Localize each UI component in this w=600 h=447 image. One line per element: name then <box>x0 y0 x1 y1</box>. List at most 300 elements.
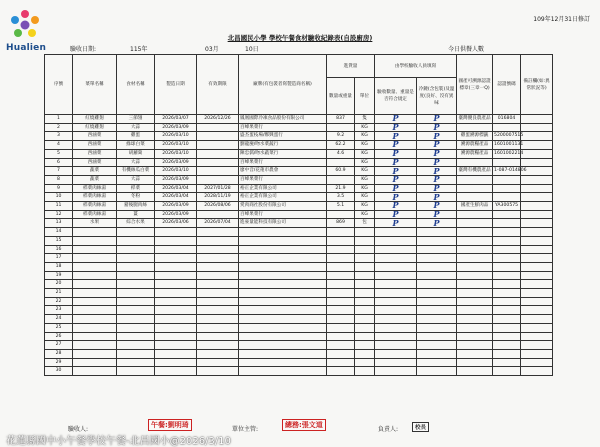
page-title: 北昌國民小學 學校午餐食材驗收紀錄表(自設廚房) <box>227 34 373 42</box>
cell-cert <box>457 367 493 376</box>
cell-mfg <box>155 297 197 306</box>
cell-c1: P <box>375 202 417 211</box>
cell-exp <box>197 289 239 298</box>
cell-exp <box>197 323 239 332</box>
cell-c2 <box>417 349 457 358</box>
cell-vendor <box>239 280 327 289</box>
cell-item: 大蒜 <box>117 158 155 167</box>
cell-unit <box>355 297 375 306</box>
cell-item <box>117 332 155 341</box>
cell-cert <box>457 289 493 298</box>
table-row <box>45 262 553 271</box>
cell-unit: KG <box>355 184 375 193</box>
cell-no: 8 <box>45 175 73 184</box>
cell-exp <box>197 358 239 367</box>
cell-unit <box>355 262 375 271</box>
cell-item <box>117 341 155 350</box>
cell-c1 <box>375 315 417 324</box>
cell-c1 <box>375 297 417 306</box>
cell-item: 桿菜 <box>117 184 155 193</box>
cell-qty <box>327 175 355 184</box>
date-year: 115年 <box>130 46 148 53</box>
cell-c2 <box>417 271 457 280</box>
cell-vendor <box>239 358 327 367</box>
cell-c1 <box>375 332 417 341</box>
cell-dish <box>73 358 117 367</box>
cell-c2 <box>417 245 457 254</box>
cell-certno <box>493 289 521 298</box>
cell-qty <box>327 158 355 167</box>
cell-certno <box>493 123 521 132</box>
cell-cert <box>457 315 493 324</box>
cell-certno <box>493 219 521 228</box>
cell-cert <box>457 228 493 237</box>
meal-count-label: 今日供餐人數 <box>448 46 485 53</box>
cell-mfg <box>155 306 197 315</box>
cell-unit: KG <box>355 132 375 141</box>
cell-item <box>117 280 155 289</box>
header-item: 食材名稱 <box>117 55 155 115</box>
cell-c1: P <box>375 219 417 228</box>
cell-remark <box>521 141 553 150</box>
table-row <box>45 315 553 324</box>
cell-mfg: 2026/03/06 <box>155 219 197 228</box>
acceptance-table <box>44 54 553 376</box>
cell-cert <box>457 306 493 315</box>
cell-c1: P <box>375 149 417 158</box>
logo-text: Hualien <box>6 43 47 53</box>
cell-item <box>117 228 155 237</box>
cell-mfg: 2026/03/10 <box>155 167 197 176</box>
cell-qty: 62.2 <box>327 141 355 150</box>
cell-c2 <box>417 323 457 332</box>
header-certno: 認證號碼 <box>493 55 521 115</box>
cell-mfg <box>155 341 197 350</box>
cell-qty <box>327 123 355 132</box>
cell-no: 5 <box>45 149 73 158</box>
cell-certno <box>493 280 521 289</box>
cell-vendor <box>239 236 327 245</box>
cell-no: 10 <box>45 193 73 202</box>
cell-vendor <box>239 245 327 254</box>
table-row <box>45 202 553 211</box>
cell-item <box>117 236 155 245</box>
cell-exp <box>197 236 239 245</box>
cell-remark <box>521 115 553 124</box>
cell-remark <box>521 132 553 141</box>
cell-c2: P <box>417 193 457 202</box>
cell-item <box>117 262 155 271</box>
cell-vendor: 盛杰蛋枝場/鄭興蛋行 <box>239 132 327 141</box>
cell-vendor: 裕正企業有限公司 <box>239 184 327 193</box>
cell-cert: 溯源農糧產品 <box>457 149 493 158</box>
cell-unit: KG <box>355 210 375 219</box>
cell-c1: P <box>375 115 417 124</box>
cell-unit <box>355 236 375 245</box>
supervisor-label: 單位主管: <box>232 426 259 433</box>
cell-no: 28 <box>45 349 73 358</box>
cell-unit: 隻 <box>355 115 375 124</box>
cell-exp: 2026/12/26 <box>197 115 239 124</box>
table-row <box>45 149 553 158</box>
cell-c1: P <box>375 123 417 132</box>
cell-c1 <box>375 341 417 350</box>
cell-remark <box>521 245 553 254</box>
cell-dish: 西滷菜 <box>73 132 117 141</box>
table-row <box>45 306 553 315</box>
cell-remark <box>521 202 553 211</box>
supervisor-stamp: 總務:張文道 <box>282 419 326 431</box>
cell-dish <box>73 228 117 237</box>
date-month: 03月 <box>205 46 219 53</box>
cell-unit <box>355 280 375 289</box>
cell-exp <box>197 315 239 324</box>
cell-item <box>117 367 155 376</box>
cell-vendor: 劉龍慶/吻水菜蔬行 <box>239 141 327 150</box>
cell-unit <box>355 332 375 341</box>
cell-no: 13 <box>45 219 73 228</box>
cell-mfg: 2026/03/09 <box>155 210 197 219</box>
cell-item: 大蒜 <box>117 123 155 132</box>
date-label: 驗收日期: <box>70 46 97 53</box>
cell-c2: P <box>417 202 457 211</box>
cell-unit: 包 <box>355 219 375 228</box>
header-check2: 冷鏈(含包裝)及溫度(良好、沒有異味 <box>417 78 457 115</box>
cell-dish: 西滷菜 <box>73 158 117 167</box>
cell-vendor: 百峰果菜行 <box>239 158 327 167</box>
cell-unit <box>355 306 375 315</box>
cell-vendor <box>239 262 327 271</box>
cell-mfg: 2026/03/09 <box>155 158 197 167</box>
cell-c1 <box>375 236 417 245</box>
cell-remark <box>521 332 553 341</box>
cell-no: 3 <box>45 132 73 141</box>
cell-item: 薑 <box>117 210 155 219</box>
cell-c2: P <box>417 132 457 141</box>
cell-vendor: 廖中音/花蓮市農會 <box>239 167 327 176</box>
cell-no: 4 <box>45 141 73 150</box>
cell-no: 30 <box>45 367 73 376</box>
cell-certno: YA300575 <box>493 202 521 211</box>
cell-no: 17 <box>45 254 73 263</box>
cell-certno <box>493 332 521 341</box>
table-row <box>45 297 553 306</box>
cell-exp <box>197 341 239 350</box>
cell-c1 <box>375 289 417 298</box>
cell-exp <box>197 280 239 289</box>
cell-c1 <box>375 271 417 280</box>
cell-c2 <box>417 297 457 306</box>
cell-dish: 桿菜肉絲湯 <box>73 193 117 202</box>
cell-c2: P <box>417 175 457 184</box>
cell-remark <box>521 262 553 271</box>
cell-no: 21 <box>45 289 73 298</box>
cell-qty: 5.1 <box>327 202 355 211</box>
cell-item <box>117 289 155 298</box>
table-row <box>45 141 553 150</box>
cell-dish: 桿菜肉絲湯 <box>73 202 117 211</box>
cell-dish: 西滷菜 <box>73 141 117 150</box>
cell-remark <box>521 297 553 306</box>
cell-item: 有機絲瓜白菜 <box>117 167 155 176</box>
cell-remark <box>521 175 553 184</box>
cell-cert <box>457 262 493 271</box>
cell-exp: 2026/08/06 <box>197 202 239 211</box>
cell-certno <box>493 158 521 167</box>
cell-vendor <box>239 289 327 298</box>
cell-no: 25 <box>45 323 73 332</box>
cell-dish <box>73 245 117 254</box>
cell-cert <box>457 219 493 228</box>
header-staff: 由學校驗收人員填寫 <box>375 55 457 78</box>
cell-dish <box>73 289 117 298</box>
cell-unit: KG <box>355 202 375 211</box>
table-row <box>45 193 553 202</box>
cell-cert <box>457 341 493 350</box>
cell-mfg <box>155 271 197 280</box>
cell-c1 <box>375 367 417 376</box>
table-row <box>45 280 553 289</box>
cell-item <box>117 254 155 263</box>
cell-certno <box>493 193 521 202</box>
cell-vendor <box>239 341 327 350</box>
cell-qty <box>327 210 355 219</box>
cell-dish <box>73 280 117 289</box>
cell-c2: P <box>417 184 457 193</box>
cell-no: 20 <box>45 280 73 289</box>
cell-qty: 60.9 <box>327 167 355 176</box>
cell-mfg <box>155 289 197 298</box>
cell-exp <box>197 149 239 158</box>
cell-no: 24 <box>45 315 73 324</box>
cell-mfg <box>155 245 197 254</box>
cell-c2: P <box>417 210 457 219</box>
cell-no: 9 <box>45 184 73 193</box>
cell-exp <box>197 175 239 184</box>
cell-c1 <box>375 323 417 332</box>
table-row <box>45 341 553 350</box>
table-row <box>45 228 553 237</box>
cell-item <box>117 315 155 324</box>
cell-unit <box>355 349 375 358</box>
cell-unit <box>355 358 375 367</box>
cell-c2 <box>417 315 457 324</box>
header-remark: 備註欄(如:異常狀況等) <box>521 55 553 115</box>
table-row <box>45 132 553 141</box>
cell-certno: 1-087-014806 <box>493 167 521 176</box>
table-row <box>45 323 553 332</box>
cell-certno <box>493 254 521 263</box>
cell-remark <box>521 184 553 193</box>
cell-no: 27 <box>45 341 73 350</box>
cell-mfg: 2026/03/07 <box>155 115 197 124</box>
cell-c2 <box>417 254 457 263</box>
cell-dish <box>73 254 117 263</box>
cell-dish <box>73 297 117 306</box>
cell-dish <box>73 271 117 280</box>
cell-no: 6 <box>45 158 73 167</box>
cell-cert <box>457 245 493 254</box>
cell-mfg <box>155 228 197 237</box>
cell-mfg <box>155 254 197 263</box>
cell-mfg <box>155 280 197 289</box>
cell-dish: 紅燒雞翅 <box>73 123 117 132</box>
responsible-label: 負責人: <box>378 426 399 433</box>
header-cert: 國產可溯源認證標章(三章一Q) <box>457 55 493 115</box>
cell-cert <box>457 210 493 219</box>
cell-exp <box>197 306 239 315</box>
table-row <box>45 115 553 124</box>
cell-no: 19 <box>45 271 73 280</box>
cell-remark <box>521 306 553 315</box>
cell-c2 <box>417 358 457 367</box>
cell-c1 <box>375 254 417 263</box>
cell-exp <box>197 262 239 271</box>
cell-dish <box>73 332 117 341</box>
cell-exp <box>197 245 239 254</box>
cell-exp <box>197 367 239 376</box>
cell-remark <box>521 210 553 219</box>
cell-cert <box>457 358 493 367</box>
cell-no: 23 <box>45 306 73 315</box>
cell-vendor <box>239 323 327 332</box>
date-day: 10日 <box>245 46 259 53</box>
cell-cert <box>457 280 493 289</box>
cell-c1: P <box>375 167 417 176</box>
cell-dish <box>73 236 117 245</box>
cell-dish <box>73 349 117 358</box>
cell-certno <box>493 323 521 332</box>
cell-c1 <box>375 262 417 271</box>
cell-remark <box>521 323 553 332</box>
cell-cert: 臺灣有機農產品 <box>457 167 493 176</box>
cell-mfg <box>155 323 197 332</box>
cell-cert <box>457 123 493 132</box>
cell-no: 18 <box>45 262 73 271</box>
cell-c2 <box>417 289 457 298</box>
table-row <box>45 167 553 176</box>
cell-item: 豬後腿肉絲 <box>117 202 155 211</box>
cell-exp <box>197 297 239 306</box>
cell-qty: 869 <box>327 219 355 228</box>
cell-certno <box>493 349 521 358</box>
table-row <box>45 175 553 184</box>
table-row <box>45 254 553 263</box>
cell-cert <box>457 254 493 263</box>
cell-vendor: 百峰果菜行 <box>239 175 327 184</box>
table-row <box>45 158 553 167</box>
cell-mfg <box>155 367 197 376</box>
cell-exp <box>197 210 239 219</box>
cell-unit: KG <box>355 149 375 158</box>
cell-no: 2 <box>45 123 73 132</box>
cell-item: 綜合水果 <box>117 219 155 228</box>
cell-no: 22 <box>45 297 73 306</box>
cell-mfg <box>155 236 197 245</box>
cell-vendor: 鳳凰國際冷凍食品股份有限公司 <box>239 115 327 124</box>
cell-cert <box>457 297 493 306</box>
cell-vendor: 愛肉商社股份有限公司 <box>239 202 327 211</box>
cell-dish: 紅燒雞翅 <box>73 115 117 124</box>
cell-no: 29 <box>45 358 73 367</box>
cell-qty <box>327 271 355 280</box>
cell-c1 <box>375 245 417 254</box>
cell-cert <box>457 184 493 193</box>
cell-cert: 國產生鮮肉品 <box>457 202 493 211</box>
cell-vendor <box>239 297 327 306</box>
cell-remark <box>521 280 553 289</box>
cell-exp <box>197 141 239 150</box>
cell-unit <box>355 367 375 376</box>
cell-dish <box>73 323 117 332</box>
cell-cert <box>457 236 493 245</box>
cell-unit <box>355 289 375 298</box>
cell-qty <box>327 236 355 245</box>
cell-vendor: 裕正企業有限公司 <box>239 193 327 202</box>
header-dish: 菜單名稱 <box>73 55 117 115</box>
cell-cert <box>457 332 493 341</box>
cell-remark <box>521 219 553 228</box>
cell-qty <box>327 228 355 237</box>
cell-vendor <box>239 254 327 263</box>
cell-remark <box>521 289 553 298</box>
cell-no: 26 <box>45 332 73 341</box>
cell-qty <box>327 332 355 341</box>
cell-remark <box>521 158 553 167</box>
cell-no: 14 <box>45 228 73 237</box>
cell-certno <box>493 262 521 271</box>
header-unit: 單位 <box>355 78 375 115</box>
cell-certno <box>493 358 521 367</box>
cell-exp: 2027/01/28 <box>197 184 239 193</box>
cell-c2 <box>417 280 457 289</box>
cell-qty <box>327 349 355 358</box>
cell-qty: 9.2 <box>327 132 355 141</box>
cell-c2 <box>417 341 457 350</box>
cell-certno: 5200007515 <box>493 132 521 141</box>
cell-vendor <box>239 306 327 315</box>
cell-qty <box>327 315 355 324</box>
header-check1: 驗收數量、重量是否符合規定 <box>375 78 417 115</box>
cell-certno <box>493 236 521 245</box>
cell-qty <box>327 306 355 315</box>
header-no: 序號 <box>45 55 73 115</box>
cell-exp <box>197 123 239 132</box>
cell-dish: 桿菜肉絲湯 <box>73 210 117 219</box>
cell-dish: 桿菜肉絲湯 <box>73 184 117 193</box>
cell-c1: P <box>375 210 417 219</box>
header-vendor: 廠牌(有包裝者寫製造商名稱) <box>239 55 327 115</box>
cell-no: 1 <box>45 115 73 124</box>
cell-vendor <box>239 315 327 324</box>
cell-exp: 2026/07/04 <box>197 219 239 228</box>
cell-c1: P <box>375 141 417 150</box>
cell-exp <box>197 158 239 167</box>
cell-remark <box>521 228 553 237</box>
cell-vendor <box>239 271 327 280</box>
header-qty: 數量或重量 <box>327 78 355 115</box>
cell-c1: P <box>375 175 417 184</box>
cell-qty <box>327 289 355 298</box>
table-row <box>45 367 553 376</box>
revision-date: 109年12月31日修訂 <box>533 16 590 23</box>
cell-no: 11 <box>45 202 73 211</box>
cell-item: 胡蘿蔔 <box>117 149 155 158</box>
cell-certno <box>493 315 521 324</box>
cell-remark <box>521 149 553 158</box>
cell-item: 雞蛋 <box>117 132 155 141</box>
cell-exp <box>197 167 239 176</box>
